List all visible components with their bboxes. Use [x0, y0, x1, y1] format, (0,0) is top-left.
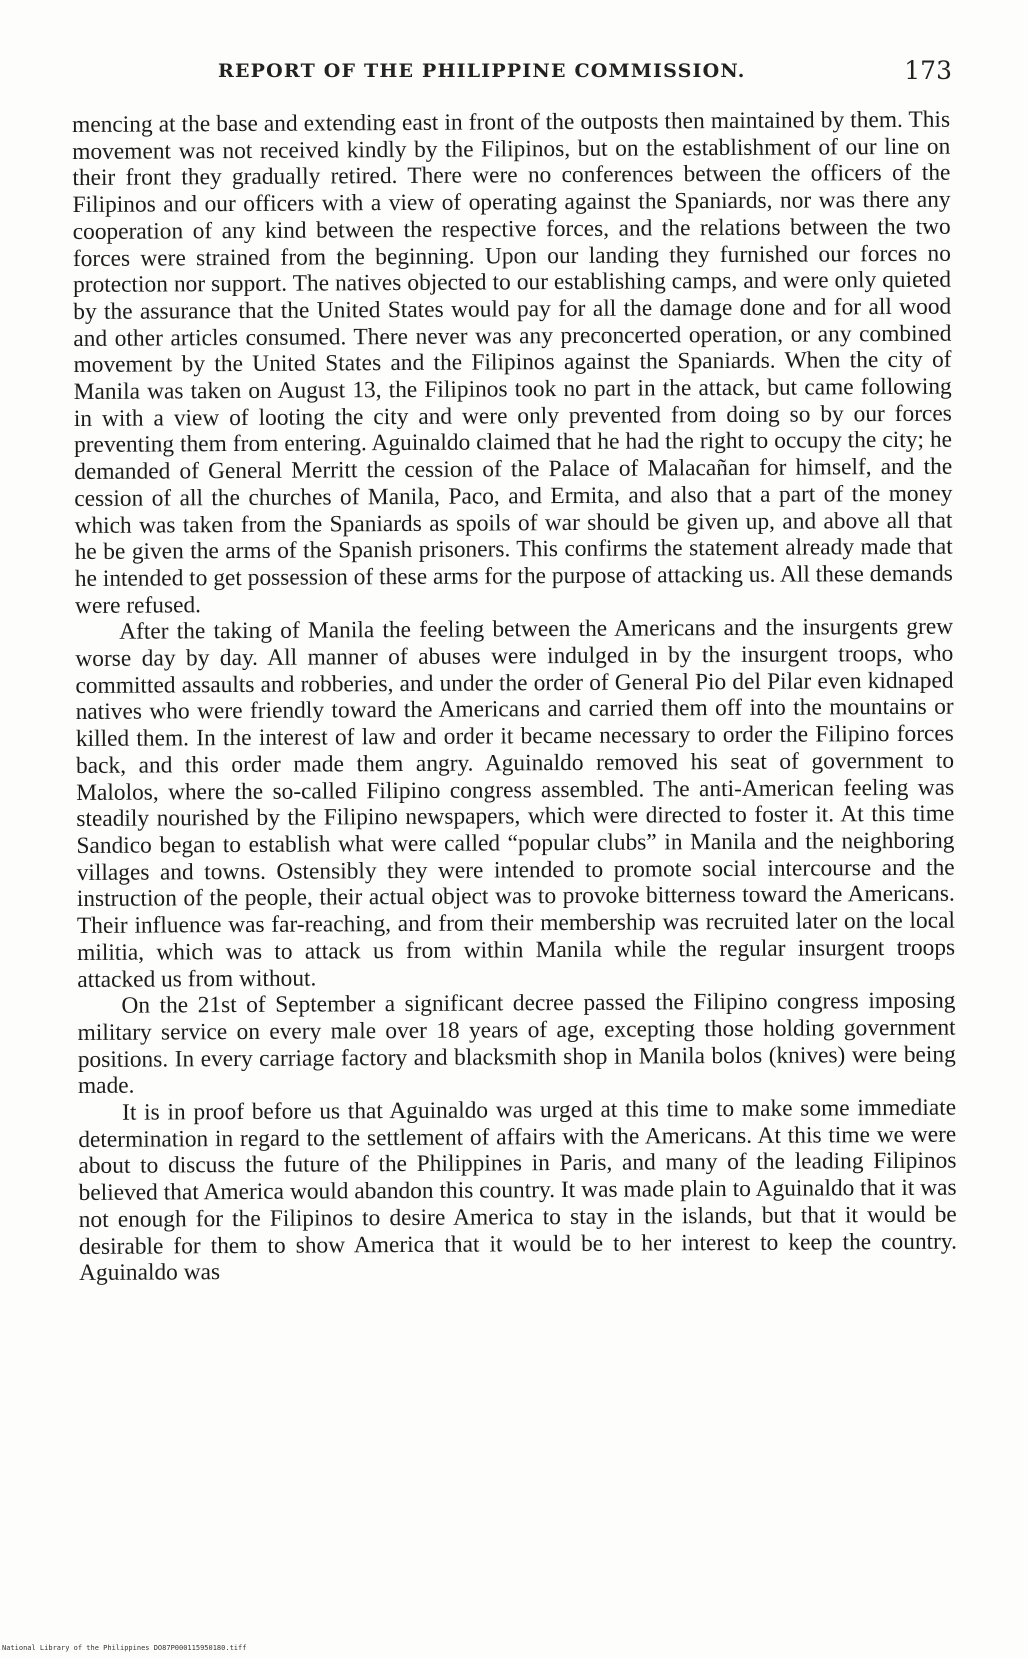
paragraph-4: It is in proof before us that Aguinaldo was urged at this time to make some immediate determination in regard to the settlement of affairs with the Americans. At this time we were about to discuss the future of the Philippines in Paris, and many of the leading Filipinos believed that America would abandon this country. It was made plain to Aguinaldo that it was not enough for the Filipinos to desire America to stay in the islands, but that it would be desirable for them to show America that it would be to her interest to keep the country. Aguinaldo was [78, 1094, 957, 1287]
page-header [70, 56, 950, 86]
paragraph-3: On the 21st of September a significant decree passed the Filipino congress imposing military service on every male over 18 years of age, excepting those holding government positions. In every carriage factory and blacksmith shop in Manila bolos (knives) were being made. [77, 987, 956, 1100]
body-text [72, 107, 957, 1287]
running-head: REPORT OF THE PHILIPPINE COMMISSION. [218, 60, 746, 82]
scan-footer: National Library of the Philippines DO87P000115950180.tiff [2, 1644, 247, 1652]
paragraph-2: After the taking of Manila the feeling between the Americans and the insurgents grew worse day by day. All manner of abuses were indulged in by the insurgent troops, who committed assaults and robberies, and under the order of General Pio del Pilar even kidnaped natives who were friendly toward the Americans and carried them off into the mountains or killed them. In the interest of law and order it became necessary to order the Filipino forces back, and this order made them angry. Aguinaldo removed his seat of government to Malolos, where the so-called Filipino congress assembled. The anti-American feeling was steadily nourished by the Filipino newspapers, which were directed to foster it. At this time Sandico began to establish what were called “popular clubs” in Manila and the neighboring villages and towns. Ostensibly they were intended to promote social intercourse and the instruction of the people, their actual object was to provoke bitterness toward the Americans. Their influence was far-reaching, and from their membership was recruited later on the local militia, which was to attack us from within Manila while the regular insurgent troops attacked us from without. [75, 613, 956, 993]
paragraph-1: mencing at the base and extending east in front of the outposts then maintained by them. This movement was not received kindly by the Filipinos, but on the establishment of our line on their front they gradually retired. There were no conferences between the officers of the Filipinos and our officers with a view of operating against the Spaniards, nor was there any cooperation of any kind between the respective forces, and the relations between the two forces were strained from the beginning. Upon our landing they furnished our forces no protection nor support. The natives objected to our establishing camps, and were only quieted by the assurance that the United States would pay for all the damage done and for all wood and other articles consumed. There never was any preconcerted operation, or any combined movement by the United States and the Filipinos against the Spaniards. When the city of Manila was taken on August 13, the Filipinos took no part in the attack, but came following in with a view of looting the city and were only prevented from doing so by our forces preventing them from entering. Aguinaldo claimed that he had the right to occupy the city; he demanded of General Merritt the cession of the Palace of Malacañan for himself, and the cession of all the churches of Manila, Paco, and Ermita, and also that a part of the money which was taken from the Spaniards as spoils of war should be given up, and above all that he be given the arms of the Spanish prisoners. This confirms the statement already made that he intended to get possession of these arms for the purpose of attacking us. All these demands were refused. [72, 106, 953, 619]
page-number: 173 [904, 56, 952, 85]
